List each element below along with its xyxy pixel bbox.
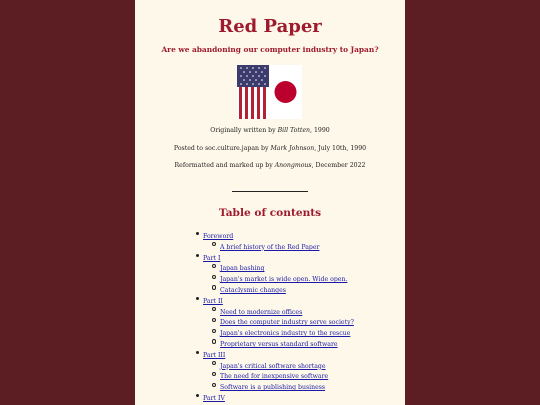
toc-subitem [135,368,405,379]
credit-poster: Posted to soc.culture.japan by Mark Johnson, July 10th, 1990 [173,145,367,152]
toc-link[interactable]: Part II [203,297,223,305]
toc-link[interactable]: A brief history of the Red Paper [220,243,320,251]
toc-link[interactable]: Foreword [203,233,234,240]
toc-link[interactable]: Part III [203,351,226,359]
japan-flag-icon [269,65,302,119]
toc-item-part-3 [135,347,405,358]
formatter-name: Anongmous [274,162,312,169]
toc-link[interactable]: Part I [203,254,221,262]
toc-link[interactable]: Japan's electronics industry to the rescue [220,330,351,338]
credit-original-author: Originally written by Bill Totten, 1990 [210,127,330,134]
page-title: Red Paper [218,16,322,37]
poster-name: Mark Johnson [270,145,315,152]
toc-subitem [135,379,405,390]
toc-link[interactable]: The need for inexpensive software [220,373,329,381]
toc-subitem [135,314,405,325]
toc-link[interactable]: Software is a publishing business [220,384,326,392]
toc-subitem [135,239,405,250]
toc-subitem [135,282,405,293]
toc-link[interactable]: Japan's critical software shortage [220,362,326,370]
toc-link[interactable]: Cataclysmic changes [220,286,286,294]
toc-link[interactable]: Japan's market is wide open. Wide open. [220,276,348,284]
page-subtitle: Are we abandoning our computer industry to Japan? [161,45,379,54]
toc-link[interactable]: Japan bashing [220,265,265,273]
credit-formatter: Reformatted and marked up by Anongmous, December 2022 [174,162,366,169]
toc-link[interactable]: Does the computer industry serve society? [220,319,354,327]
toc-link[interactable]: Part IV [203,394,225,402]
toc-link[interactable]: Proprietary versus standard software [220,340,338,348]
divider [232,191,308,192]
toc-subitem [135,336,405,347]
author-name: Bill Totten [277,127,311,134]
us-flag-icon [237,65,269,119]
toc-item-part-1 [135,250,405,261]
document-page [135,0,405,405]
toc-subitem [135,271,405,282]
toc-subitem [135,325,405,336]
toc-subitem [135,260,405,271]
toc-item-foreword [135,228,405,239]
toc-heading: Table of contents [218,207,322,219]
flags-image [237,65,302,119]
toc-item-part-2 [135,293,405,304]
toc-subitem [135,304,405,315]
table-of-contents [135,228,405,401]
toc-item-part-4 [135,390,405,401]
toc-link[interactable]: Need to modernize offices [220,308,303,316]
toc-subitem [135,358,405,369]
